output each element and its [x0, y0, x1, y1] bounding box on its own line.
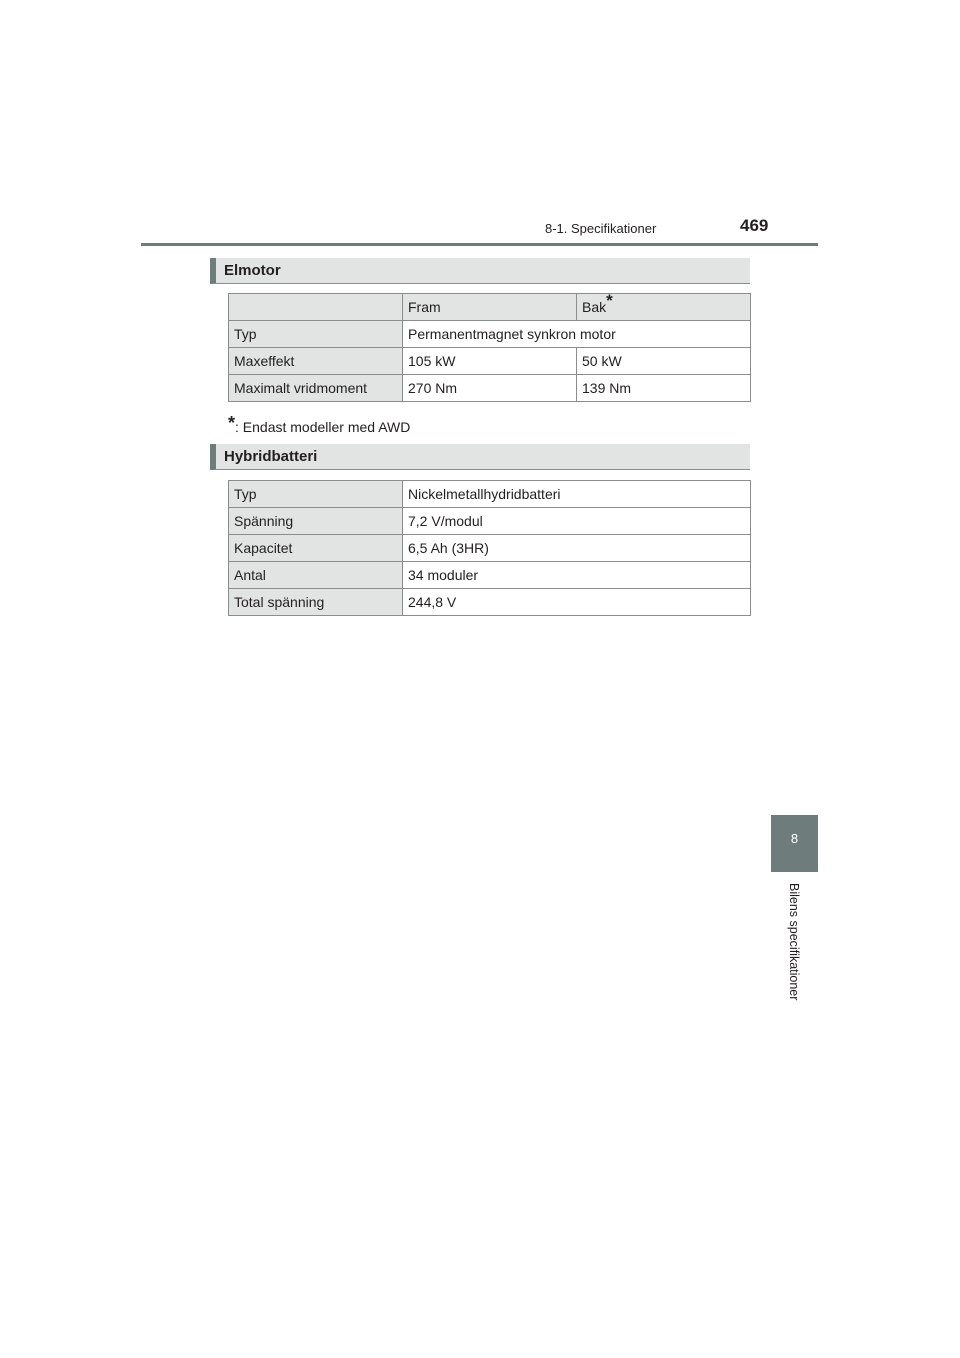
- row-value-bak: 50 kW: [577, 348, 751, 375]
- row-value: 7,2 V/modul: [403, 508, 751, 535]
- table-row: [229, 589, 751, 616]
- header-bak-label: Bak: [582, 299, 607, 315]
- table-row: [229, 321, 751, 348]
- footnote-marker: *: [606, 291, 613, 310]
- row-value: Permanentmagnet synkron motor: [403, 321, 751, 348]
- footnote-star: *: [228, 413, 236, 433]
- section-title: 8-1. Specifikationer: [545, 221, 657, 236]
- hybridbatteri-heading: Hybridbatteri: [210, 444, 750, 470]
- row-value-bak: 139 Nm: [577, 375, 751, 402]
- table-row: [229, 535, 751, 562]
- row-label: Typ: [229, 321, 403, 348]
- table-row: [229, 508, 751, 535]
- row-value: 244,8 V: [403, 589, 751, 616]
- row-value-fram: 105 kW: [403, 348, 577, 375]
- row-label: Maxeffekt: [229, 348, 403, 375]
- row-label: Typ: [229, 481, 403, 508]
- elmotor-table: [228, 293, 751, 402]
- row-label: Maximalt vridmoment: [229, 375, 403, 402]
- row-value: 6,5 Ah (3HR): [403, 535, 751, 562]
- footnote-text: : Endast modeller med AWD: [235, 419, 411, 435]
- table-row: [229, 481, 751, 508]
- table-row: [229, 562, 751, 589]
- page-number: 469: [740, 216, 769, 235]
- elmotor-heading: Elmotor: [210, 258, 750, 284]
- elmotor-footnote: [228, 413, 410, 435]
- row-label: Kapacitet: [229, 535, 403, 562]
- chapter-tab-label: Bilens specifikationer: [787, 883, 801, 1001]
- table-header-row: [229, 294, 751, 321]
- header-cell-fram: Fram: [403, 294, 577, 321]
- hybridbatteri-table: [228, 480, 751, 616]
- row-value: Nickelmetallhydridbatteri: [403, 481, 751, 508]
- row-label: Spänning: [229, 508, 403, 535]
- header-cell-bak: [577, 291, 751, 321]
- row-value-fram: 270 Nm: [403, 375, 577, 402]
- table-row: [229, 348, 751, 375]
- row-value: 34 moduler: [403, 562, 751, 589]
- table-row: [229, 375, 751, 402]
- row-label: Antal: [229, 562, 403, 589]
- header-rule: [141, 243, 818, 246]
- row-label: Total spänning: [229, 589, 403, 616]
- header-cell-empty: [229, 294, 403, 321]
- chapter-tab: 8: [771, 815, 818, 872]
